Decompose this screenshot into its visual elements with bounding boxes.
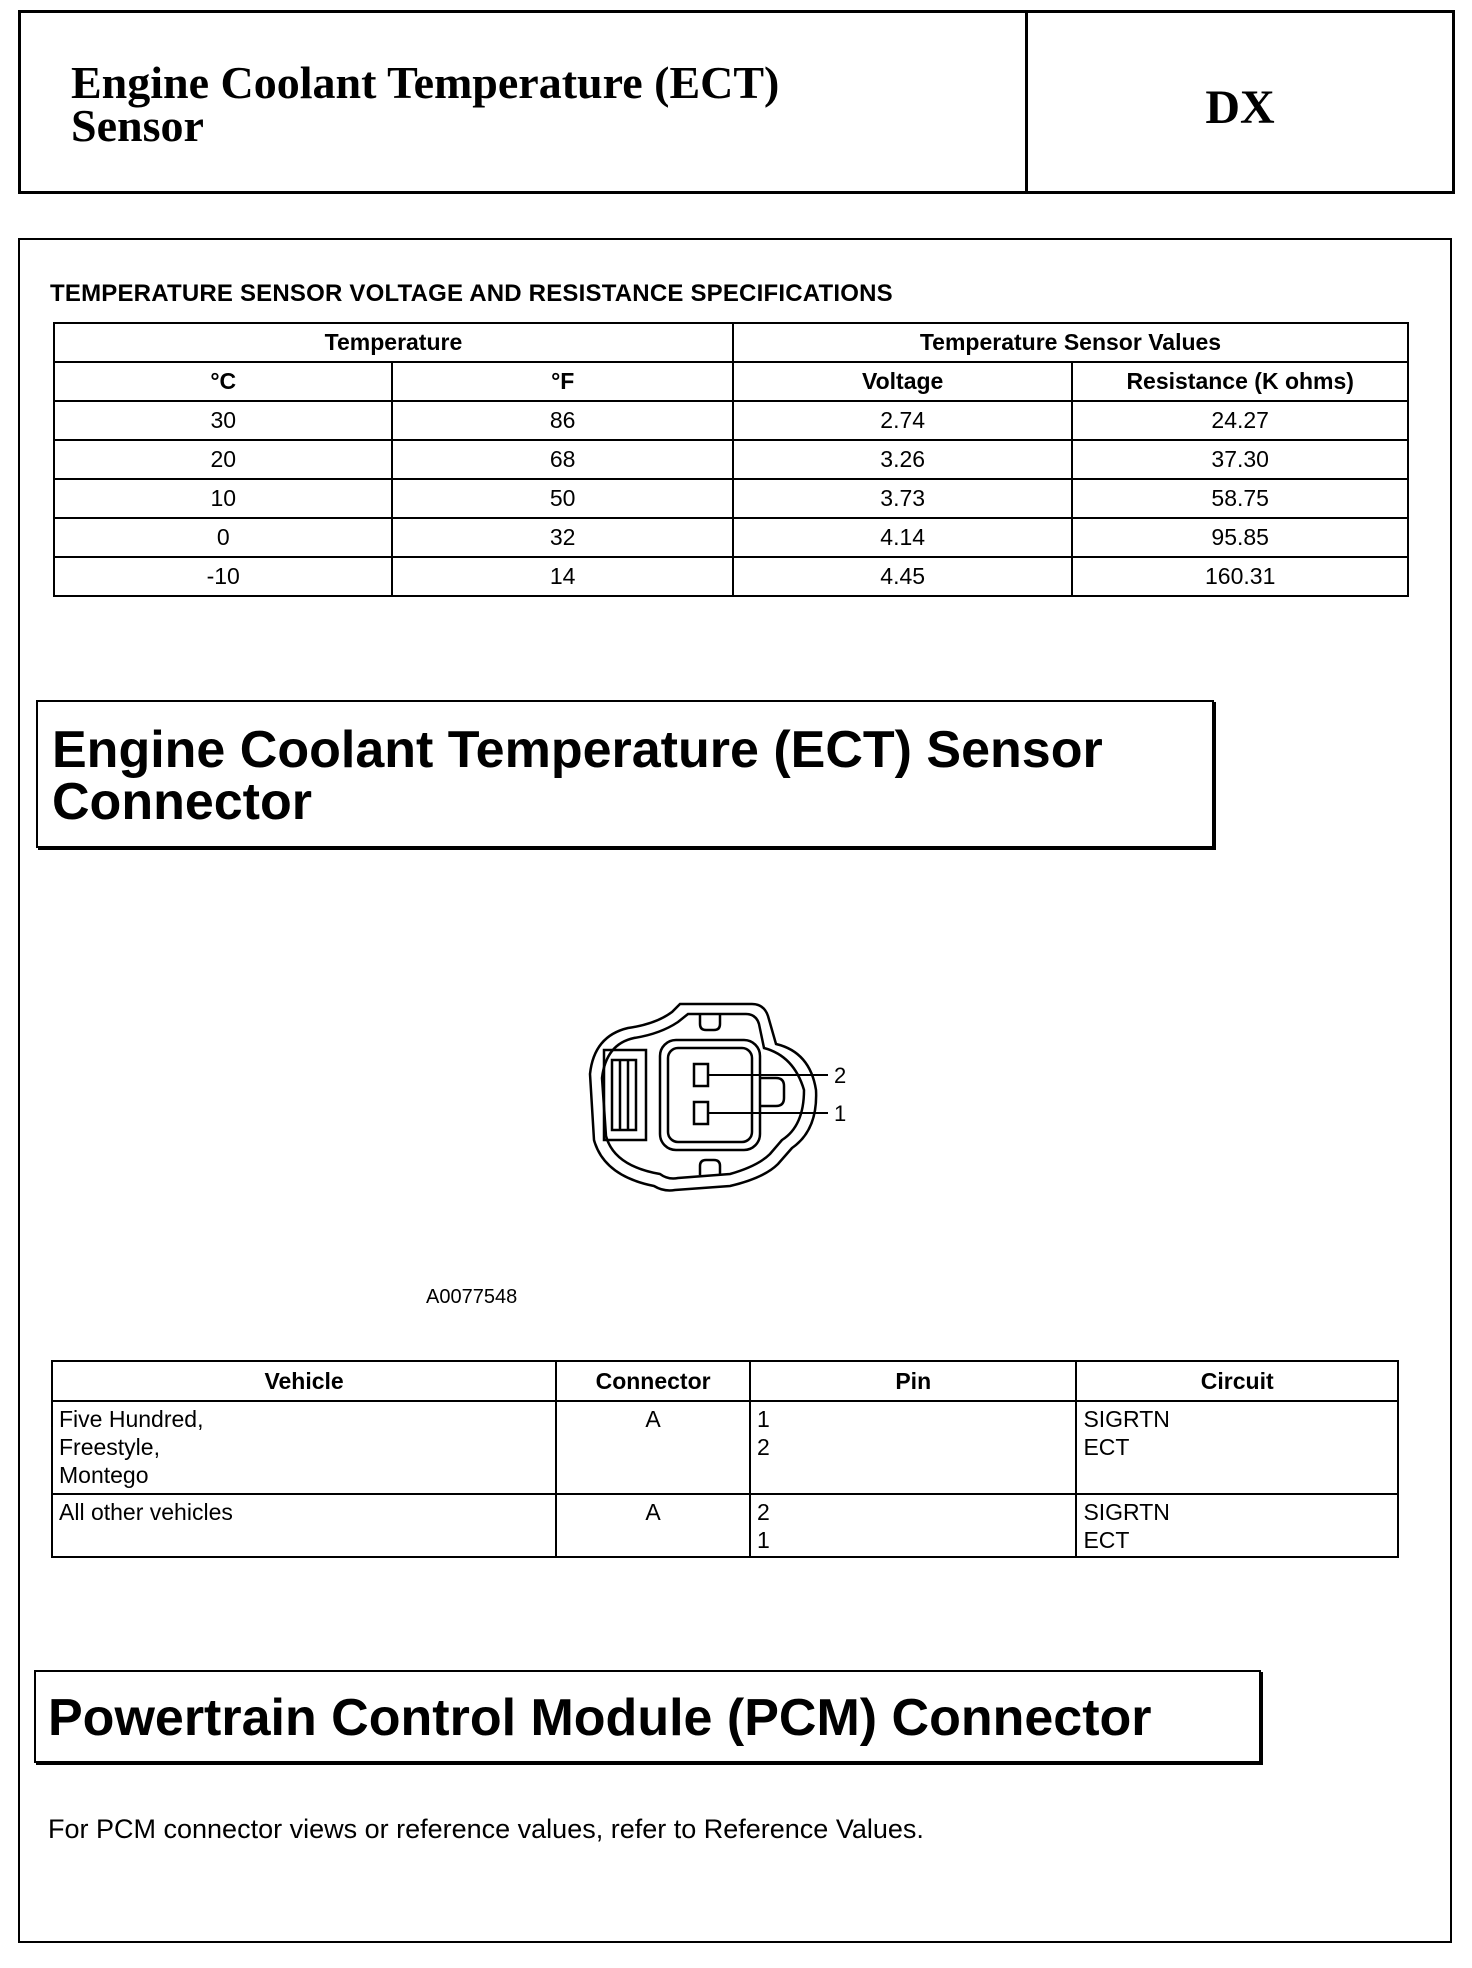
cell-voltage: 4.14 bbox=[733, 518, 1072, 557]
pin-number: 1 bbox=[757, 1406, 770, 1432]
column-header-fahrenheit: °F bbox=[392, 362, 732, 401]
cell-connector: A bbox=[556, 1401, 750, 1494]
table-row bbox=[52, 1494, 1398, 1557]
cell-pin bbox=[750, 1494, 1076, 1557]
locking-tab-inner bbox=[612, 1060, 636, 1130]
cell-resistance: 95.85 bbox=[1072, 518, 1408, 557]
cell-resistance: 24.27 bbox=[1072, 401, 1408, 440]
ect-connector-title-line1: Engine Coolant Temperature (ECT) Sensor bbox=[52, 721, 1103, 779]
column-header-pin: Pin bbox=[750, 1361, 1076, 1401]
table-row bbox=[52, 1401, 1398, 1494]
cell-resistance: 58.75 bbox=[1072, 479, 1408, 518]
page-header bbox=[18, 10, 1455, 194]
cell-fahrenheit: 68 bbox=[392, 440, 732, 479]
vehicle-line: Montego bbox=[59, 1462, 149, 1488]
circuit-name: ECT bbox=[1083, 1527, 1130, 1553]
circuit-name: SIGRTN bbox=[1083, 1406, 1170, 1432]
temperature-spec-table bbox=[53, 322, 1409, 597]
cell-voltage: 4.45 bbox=[733, 557, 1072, 596]
ect-connector-diagram bbox=[580, 990, 880, 1210]
cell-vehicle bbox=[52, 1494, 556, 1557]
column-header-voltage: Voltage bbox=[733, 362, 1072, 401]
spec-column-header-row bbox=[54, 362, 1408, 401]
cell-resistance: 160.31 bbox=[1072, 557, 1408, 596]
pin-cavity-outer bbox=[660, 1040, 760, 1150]
table-row bbox=[54, 479, 1408, 518]
connector-key bbox=[760, 1078, 784, 1106]
cell-celsius: 0 bbox=[54, 518, 392, 557]
pin-cavity-inner bbox=[668, 1048, 752, 1142]
pin-number: 2 bbox=[757, 1499, 770, 1525]
pcm-connector-title: Powertrain Control Module (PCM) Connector bbox=[34, 1670, 1261, 1763]
cell-celsius: -10 bbox=[54, 557, 392, 596]
connector-outer-shell bbox=[590, 1004, 816, 1191]
pin-1-label: 1 bbox=[834, 1101, 847, 1126]
table-row bbox=[54, 557, 1408, 596]
cell-celsius: 20 bbox=[54, 440, 392, 479]
cell-fahrenheit: 50 bbox=[392, 479, 732, 518]
cell-connector: A bbox=[556, 1494, 750, 1557]
connector-bottom-notch bbox=[700, 1160, 720, 1175]
cell-voltage: 2.74 bbox=[733, 401, 1072, 440]
table-row bbox=[54, 440, 1408, 479]
table-row bbox=[54, 518, 1408, 557]
group-header-sensor-values: Temperature Sensor Values bbox=[733, 323, 1408, 362]
pin-circuit-table bbox=[51, 1360, 1399, 1558]
vehicle-line: All other vehicles bbox=[59, 1499, 233, 1525]
page-title-line2: Sensor bbox=[71, 100, 204, 151]
circuit-name: SIGRTN bbox=[1083, 1499, 1170, 1525]
vehicle-line: Five Hundred, bbox=[59, 1406, 204, 1432]
cell-celsius: 30 bbox=[54, 401, 392, 440]
column-header-celsius: °C bbox=[54, 362, 392, 401]
connector-top-notch bbox=[700, 1014, 720, 1030]
page-title-line1: Engine Coolant Temperature (ECT) bbox=[71, 57, 780, 108]
cell-circuit bbox=[1076, 1401, 1398, 1494]
column-header-resistance: Resistance (K ohms) bbox=[1072, 362, 1408, 401]
pin-number: 1 bbox=[757, 1527, 770, 1553]
cell-fahrenheit: 86 bbox=[392, 401, 732, 440]
pcm-reference-note: For PCM connector views or reference values, refer to Reference Values. bbox=[48, 1814, 924, 1844]
ect-connector-title bbox=[36, 700, 1214, 848]
cell-celsius: 10 bbox=[54, 479, 392, 518]
pin-table-header-row bbox=[52, 1361, 1398, 1401]
vehicle-line: Freestyle, bbox=[59, 1434, 160, 1460]
ect-connector-title-line2: Connector bbox=[52, 773, 312, 831]
table-row bbox=[54, 401, 1408, 440]
pin-number: 2 bbox=[757, 1434, 770, 1460]
cell-fahrenheit: 14 bbox=[392, 557, 732, 596]
group-header-temperature: Temperature bbox=[54, 323, 733, 362]
cell-pin bbox=[750, 1401, 1076, 1494]
spec-table-heading: TEMPERATURE SENSOR VOLTAGE AND RESISTANCE SPECIFICATIONS bbox=[50, 280, 893, 307]
figure-id: A0077548 bbox=[426, 1286, 518, 1308]
pin-2-terminal bbox=[694, 1064, 708, 1086]
cell-voltage: 3.73 bbox=[733, 479, 1072, 518]
circuit-name: ECT bbox=[1083, 1434, 1130, 1460]
cell-circuit bbox=[1076, 1494, 1398, 1557]
locking-tab bbox=[604, 1050, 646, 1140]
page-title bbox=[21, 13, 1028, 191]
pin-1-terminal bbox=[694, 1102, 708, 1124]
spec-group-header-row bbox=[54, 323, 1408, 362]
pin-2-label: 2 bbox=[834, 1063, 847, 1088]
column-header-circuit: Circuit bbox=[1076, 1361, 1398, 1401]
cell-voltage: 3.26 bbox=[733, 440, 1072, 479]
column-header-connector: Connector bbox=[556, 1361, 750, 1401]
cell-resistance: 37.30 bbox=[1072, 440, 1408, 479]
section-code: DX bbox=[1205, 80, 1275, 134]
cell-vehicle bbox=[52, 1401, 556, 1494]
cell-fahrenheit: 32 bbox=[392, 518, 732, 557]
column-header-vehicle: Vehicle bbox=[52, 1361, 556, 1401]
